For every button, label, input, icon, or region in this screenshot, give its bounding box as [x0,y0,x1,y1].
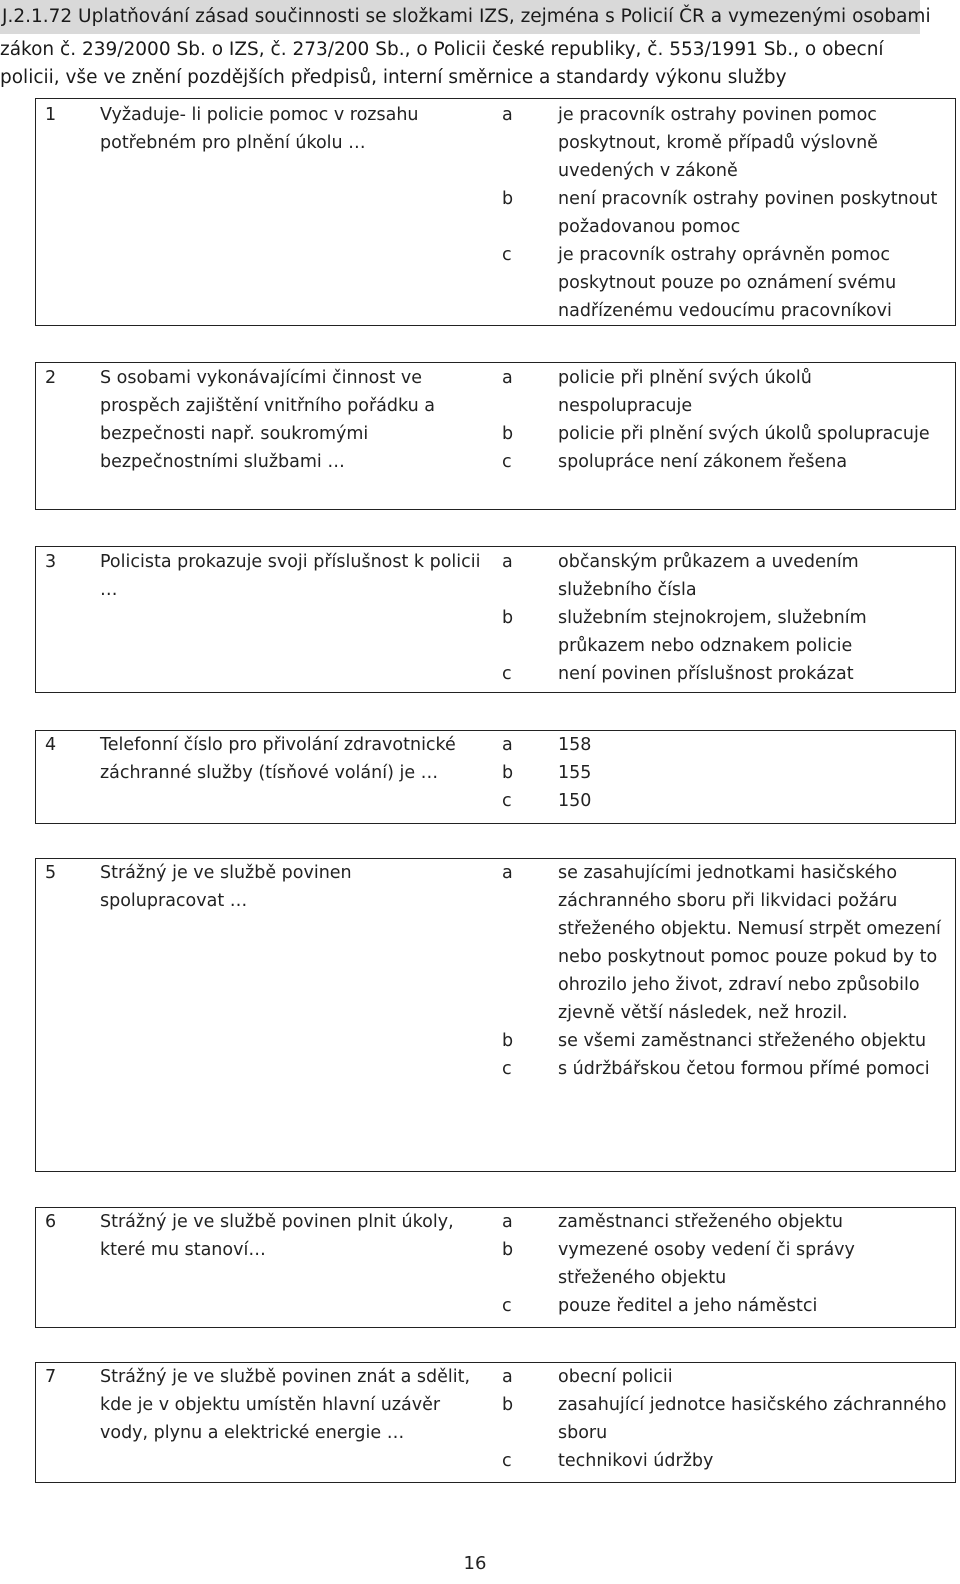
answer-letter: c [502,1059,512,1079]
answer-list [498,1208,949,1320]
answer-letter: c [502,1451,512,1471]
answer-text: občanským průkazem a uvedením služebního čísla [558,552,859,600]
answer-text: technikovi údržby [558,1451,714,1471]
answer-letter: b [502,1031,514,1051]
answer-text: služebním stejnokrojem, služebním průkazem nebo odznakem policie [558,608,867,656]
answer-letter: c [502,664,512,684]
answer-letter: c [502,1296,512,1316]
answer-option [498,731,949,759]
answer-text: s údržbářskou četou formou přímé pomoci [558,1059,930,1079]
answer-letter: a [502,552,513,572]
answer-letter: b [502,763,514,783]
question-number: 2 [45,368,57,388]
answer-text: spolupráce není zákonem řešena [558,452,848,472]
answer-letter: a [502,735,513,755]
question-number: 3 [45,552,57,572]
answer-option [498,1363,949,1391]
answer-option [498,1447,949,1475]
answer-option [498,660,949,688]
answer-option [498,448,949,476]
question-text: Vyžaduje- li policie pomoc v rozsahu potřebném pro plnění úkolu … [100,105,419,153]
answer-text: je pracovník ostrahy oprávněn pomoc poskytnout pouze po oznámení svému nadřízenému vedoucímu pracovníkovi [558,245,897,321]
question-text: Strážný je ve službě povinen znát a sdělit, kde je v objektu umístěn hlavní uzávěr vody, plynu a elektrické energie … [100,1367,471,1443]
answer-letter: a [502,368,513,388]
section-title: J.2.1.72 Uplatňování zásad součinnosti se složkami IZS, zejména s Policií ČR a vymezenými osobami [0,0,920,34]
answer-option [498,241,949,325]
answer-option [498,364,949,420]
answer-list [498,101,949,325]
question-4 [35,730,956,824]
question-text: Strážný je ve službě povinen spolupracovat … [100,863,352,911]
answer-option [498,420,949,448]
answer-text: zasahující jednotce hasičského záchranného sboru [558,1395,947,1443]
subtitle-line-1: zákon č. 239/2000 Sb. o IZS, č. 273/200 Sb., o Policii české republiky, č. 553/1991 Sb., o obecní [0,39,884,60]
answer-letter: c [502,452,512,472]
question-5 [35,858,956,1172]
answer-option [498,859,949,1027]
page-number: 16 [463,1553,487,1574]
question-text: S osobami vykonávajícími činnost ve prospěch zajištění vnitřního pořádku a bezpečnosti např. soukromými bezpečnostními službami … [100,368,435,472]
answer-option [498,1292,949,1320]
question-1 [35,98,956,326]
answer-option [498,1055,949,1083]
answer-letter: b [502,1240,514,1260]
answer-text: se všemi zaměstnanci střeženého objektu [558,1031,927,1051]
answer-text: není povinen příslušnost prokázat [558,664,854,684]
question-7 [35,1362,956,1483]
question-number: 6 [45,1212,57,1232]
answer-text: pouze ředitel a jeho náměstci [558,1296,818,1316]
answer-option [498,1208,949,1236]
answer-letter: b [502,189,514,209]
answer-letter: a [502,1212,513,1232]
answer-text: není pracovník ostrahy povinen poskytnout požadovanou pomoc [558,189,938,237]
answer-text: 158 [558,735,592,755]
answer-list [498,859,949,1083]
question-number: 7 [45,1367,57,1387]
answer-text: je pracovník ostrahy povinen pomoc poskytnout, kromě případů výslovně uvedených v zákoně [558,105,878,181]
question-text: Strážný je ve službě povinen plnit úkoly, které mu stanoví… [100,1212,454,1260]
subtitle-line-2: policii, vše ve znění pozdějších předpisů, interní směrnice a standardy výkonu služby [0,67,787,88]
answer-option [498,1236,949,1292]
question-2 [35,362,956,510]
answer-letter: b [502,608,514,628]
answer-letter: b [502,1395,514,1415]
answer-letter: b [502,424,514,444]
answer-option [498,101,949,185]
answer-text: obecní policii [558,1367,673,1387]
question-number: 1 [45,105,57,125]
question-6 [35,1207,956,1328]
question-text: Policista prokazuje svoji příslušnost k policii … [100,552,481,600]
question-number: 5 [45,863,57,883]
answer-letter: a [502,105,513,125]
page-header [0,0,931,92]
answer-text: se zasahujícími jednotkami hasičského záchranného sboru při likvidaci požáru střeženého objektu. Nemusí strpět omezení nebo poskytnout pomoc pouze pokud by to ohrozilo jeho život, zdraví nebo způsobilo zjevně větší následek, než hrozil. [558,863,941,1023]
answer-list [498,1363,949,1475]
answer-option [498,548,949,604]
answer-text: policie při plnění svých úkolů nespolupracuje [558,368,812,416]
answer-option [498,1391,949,1447]
answer-list [498,364,949,476]
question-number: 4 [45,735,57,755]
question-3 [35,546,956,693]
answer-list [498,548,949,688]
answer-list [498,731,949,815]
answer-text: 155 [558,763,592,783]
answer-text: zaměstnanci střeženého objektu [558,1212,843,1232]
answer-option [498,604,949,660]
answer-option [498,787,949,815]
answer-text: policie při plnění svých úkolů spolupracuje [558,424,930,444]
question-text: Telefonní číslo pro přivolání zdravotnické záchranné služby (tísňové volání) je … [100,735,456,783]
answer-letter: a [502,863,513,883]
answer-letter: a [502,1367,513,1387]
answer-text: vymezené osoby vedení či správy střeženého objektu [558,1240,855,1288]
answer-letter: c [502,245,512,265]
answer-text: 150 [558,791,592,811]
answer-option [498,1027,949,1055]
answer-option [498,759,949,787]
answer-option [498,185,949,241]
answer-letter: c [502,791,512,811]
